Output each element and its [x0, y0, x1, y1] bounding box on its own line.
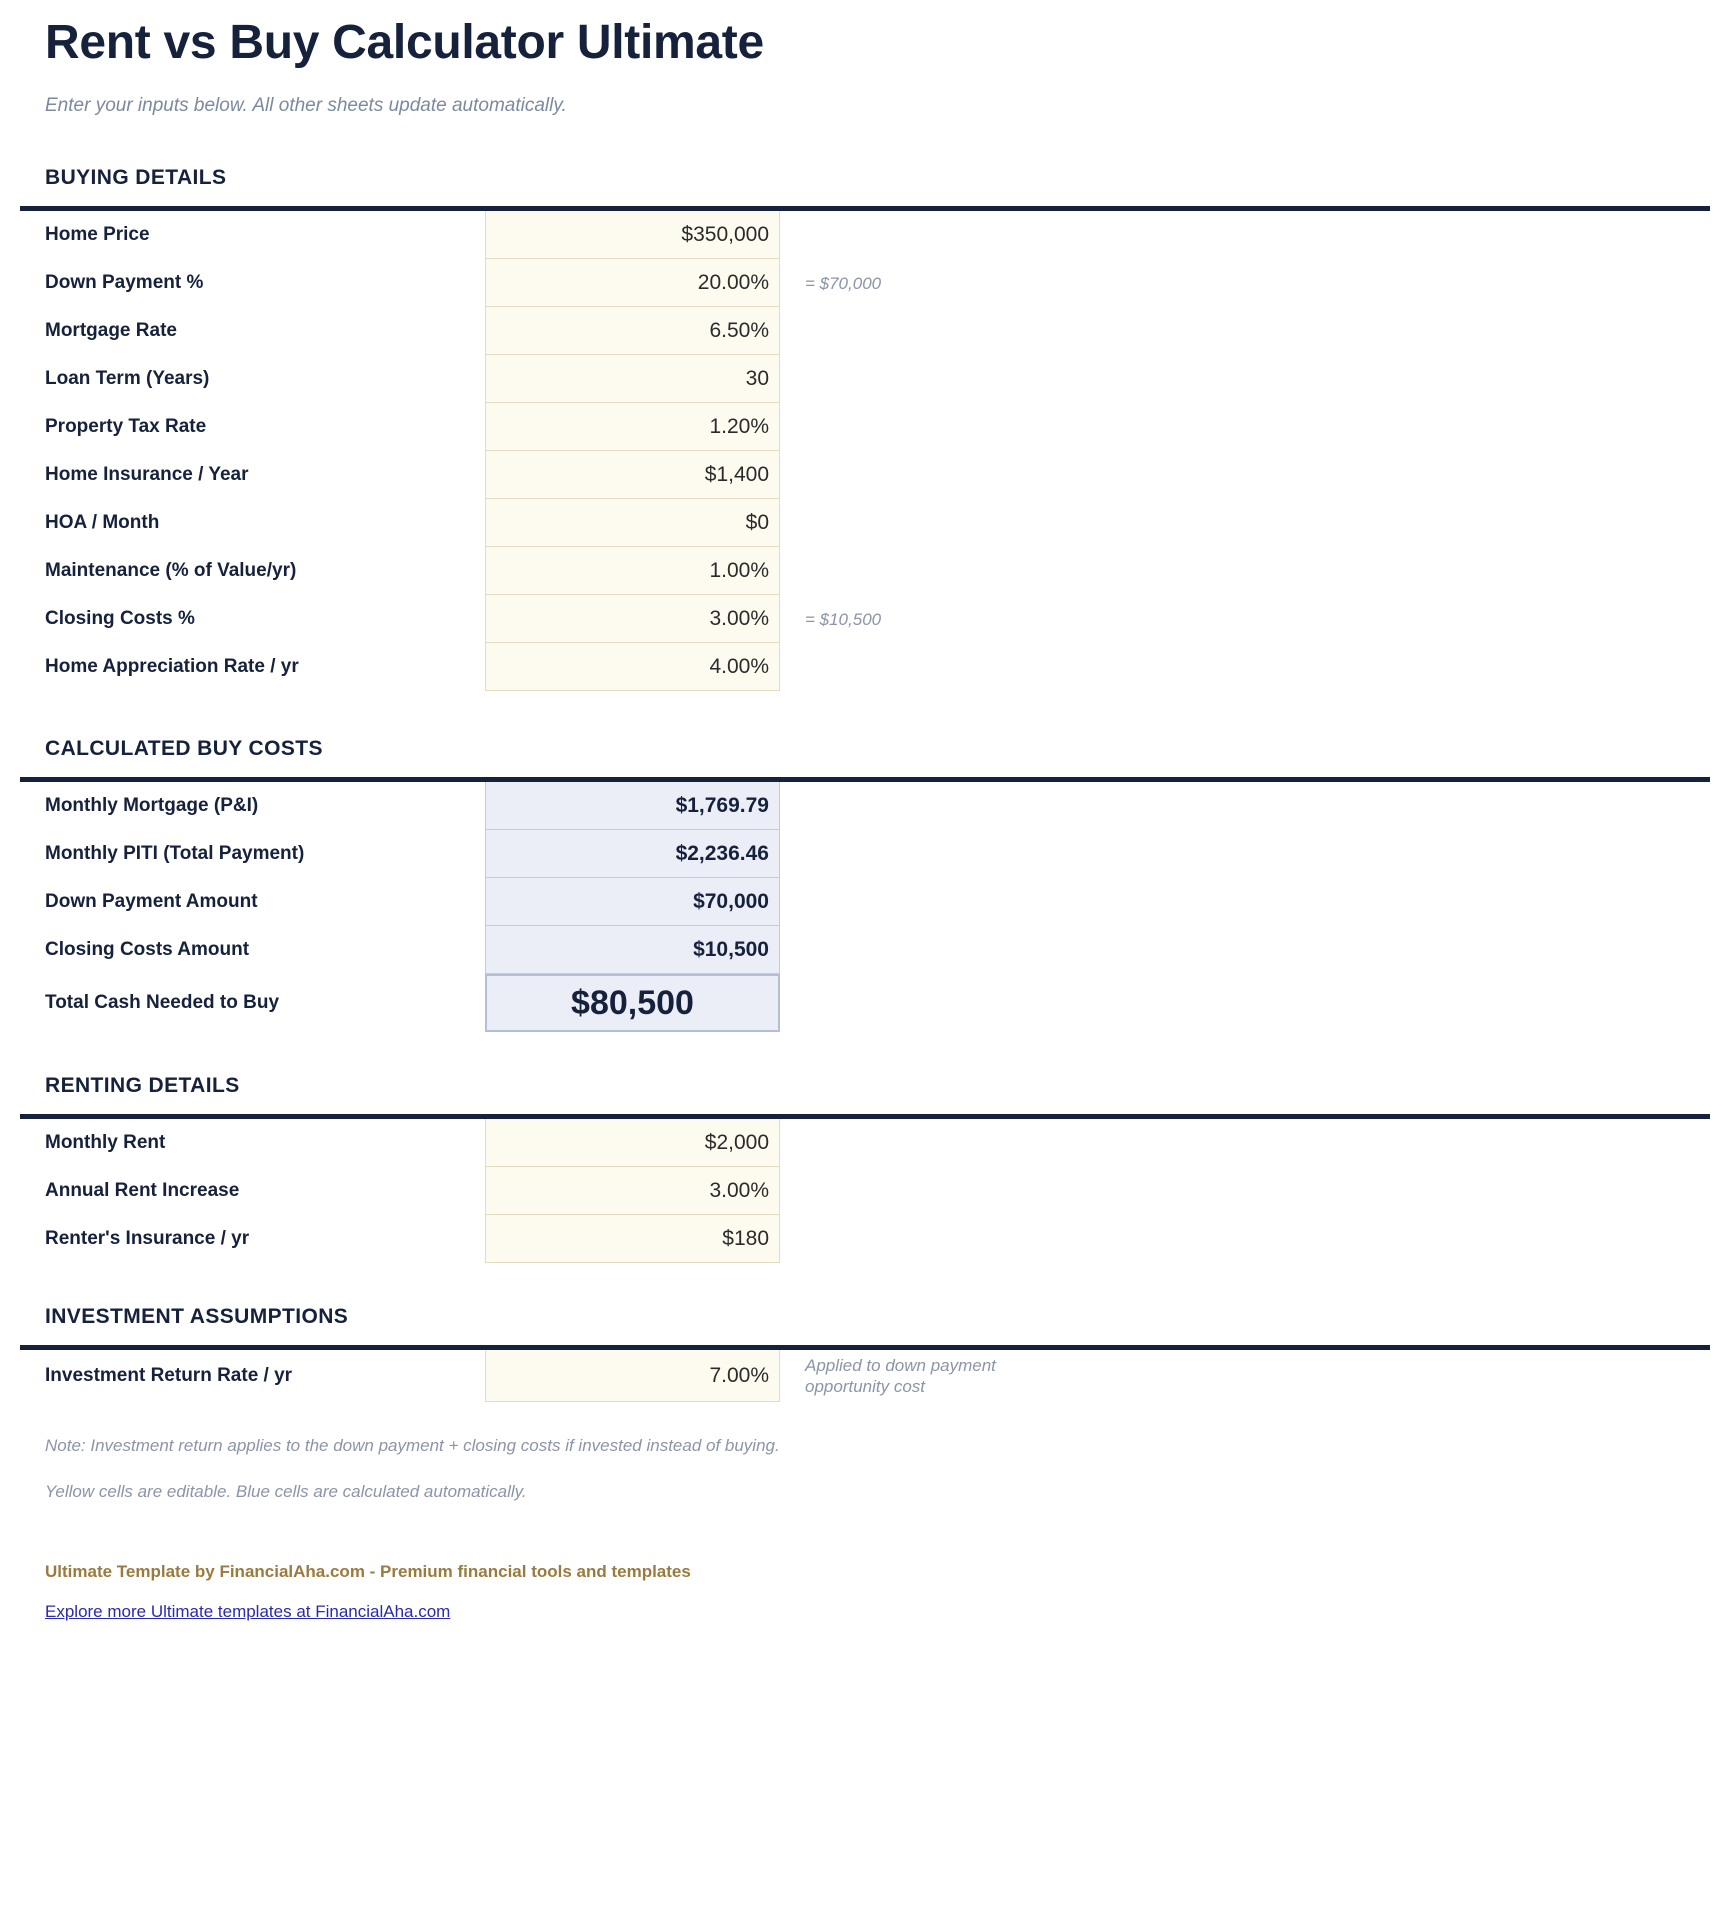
- row-label: Down Payment %: [45, 272, 204, 294]
- input-cell-down-payment-pct[interactable]: 20.00%: [485, 259, 780, 307]
- calculated-costs-table: [0, 782, 1730, 1032]
- row-note: [780, 1119, 1730, 1167]
- row-note: [780, 643, 1730, 691]
- row-note: [780, 1350, 1730, 1402]
- branding-link[interactable]: Explore more Ultimate templates at FinancialAha.com: [45, 1602, 451, 1622]
- investment-assumptions-table: [0, 1350, 1730, 1402]
- table-row: [0, 355, 1730, 403]
- input-cell-monthly-rent[interactable]: $2,000: [485, 1119, 780, 1167]
- page-title: Rent vs Buy Calculator Ultimate: [45, 16, 764, 69]
- table-row: [0, 595, 1730, 643]
- table-row: [0, 830, 1730, 878]
- table-row: [0, 403, 1730, 451]
- input-cell-home-appreciation-rate[interactable]: 4.00%: [485, 643, 780, 691]
- input-cell-closing-costs-pct[interactable]: 3.00%: [485, 595, 780, 643]
- table-row: [0, 1350, 1730, 1402]
- calc-cell-monthly-piti: $2,236.46: [485, 830, 780, 878]
- table-row: [0, 547, 1730, 595]
- table-row: [0, 259, 1730, 307]
- row-note: [780, 211, 1730, 259]
- footnote-investment-return: Note: Investment return applies to the down payment + closing costs if invested instead of buying.: [45, 1436, 780, 1456]
- row-label: HOA / Month: [45, 512, 160, 534]
- section-heading-renting: RENTING DETAILS: [45, 1074, 240, 1098]
- row-label: Maintenance (% of Value/yr): [45, 560, 297, 582]
- table-row: [0, 782, 1730, 830]
- table-row: [0, 499, 1730, 547]
- input-cell-mortgage-rate[interactable]: 6.50%: [485, 307, 780, 355]
- calc-cell-total-cash-needed: $80,500: [485, 974, 780, 1032]
- renting-details-table: [0, 1119, 1730, 1263]
- table-row: [0, 1119, 1730, 1167]
- row-note: [780, 1167, 1730, 1215]
- row-label: Closing Costs %: [45, 608, 195, 630]
- row-note-line1: Applied to down payment: [805, 1356, 996, 1376]
- input-cell-maintenance-pct[interactable]: 1.00%: [485, 547, 780, 595]
- row-label: Monthly PITI (Total Payment): [45, 843, 305, 865]
- input-cell-renters-insurance[interactable]: $180: [485, 1215, 780, 1263]
- row-label: Mortgage Rate: [45, 320, 177, 342]
- section-heading-investment: INVESTMENT ASSUMPTIONS: [45, 1305, 349, 1329]
- buying-details-table: [0, 211, 1730, 691]
- row-label: Down Payment Amount: [45, 891, 258, 913]
- table-row: [0, 451, 1730, 499]
- row-label: Loan Term (Years): [45, 368, 210, 390]
- row-label: Home Price: [45, 224, 150, 246]
- calc-cell-closing-costs-amount: $10,500: [485, 926, 780, 974]
- row-label: Property Tax Rate: [45, 416, 207, 438]
- row-note: [780, 830, 1730, 878]
- page-subtitle: Enter your inputs below. All other sheets update automatically.: [45, 94, 567, 116]
- row-label: Renter's Insurance / yr: [45, 1228, 250, 1250]
- row-label: Closing Costs Amount: [45, 939, 250, 961]
- table-row: [0, 878, 1730, 926]
- input-cell-annual-rent-increase[interactable]: 3.00%: [485, 1167, 780, 1215]
- row-note: [780, 547, 1730, 595]
- table-row: [0, 926, 1730, 974]
- input-cell-property-tax-rate[interactable]: 1.20%: [485, 403, 780, 451]
- table-row-total: [0, 974, 1730, 1032]
- section-heading-buying: BUYING DETAILS: [45, 166, 227, 190]
- row-note: = $70,000: [805, 273, 882, 293]
- input-cell-home-insurance[interactable]: $1,400: [485, 451, 780, 499]
- row-label: Annual Rent Increase: [45, 1180, 240, 1202]
- row-note: [780, 451, 1730, 499]
- calc-cell-monthly-mortgage: $1,769.79: [485, 782, 780, 830]
- input-cell-investment-return-rate[interactable]: 7.00%: [485, 1350, 780, 1402]
- row-note: [780, 926, 1730, 974]
- row-label: Investment Return Rate / yr: [45, 1365, 293, 1387]
- table-row: [0, 211, 1730, 259]
- table-row: [0, 1167, 1730, 1215]
- section-heading-calculated: CALCULATED BUY COSTS: [45, 737, 323, 761]
- row-note: [780, 355, 1730, 403]
- input-cell-hoa-month[interactable]: $0: [485, 499, 780, 547]
- row-label: Monthly Mortgage (P&I): [45, 795, 259, 817]
- input-cell-home-price[interactable]: $350,000: [485, 211, 780, 259]
- footnote-cell-legend: Yellow cells are editable. Blue cells are calculated automatically.: [45, 1482, 527, 1502]
- row-label: Home Insurance / Year: [45, 464, 249, 486]
- table-row: [0, 1215, 1730, 1263]
- row-label: Monthly Rent: [45, 1132, 166, 1154]
- row-note: [780, 1215, 1730, 1263]
- row-note: = $10,500: [805, 609, 882, 629]
- input-cell-loan-term[interactable]: 30: [485, 355, 780, 403]
- row-note-line2: opportunity cost: [805, 1377, 926, 1397]
- row-note: [780, 782, 1730, 830]
- row-label: Total Cash Needed to Buy: [45, 992, 280, 1014]
- row-note: [780, 974, 1730, 1032]
- table-row: [0, 307, 1730, 355]
- table-row: [0, 643, 1730, 691]
- row-label: Home Appreciation Rate / yr: [45, 656, 299, 678]
- branding-line: Ultimate Template by FinancialAha.com - Premium financial tools and templates: [45, 1562, 691, 1582]
- row-note: [780, 307, 1730, 355]
- row-note: [780, 499, 1730, 547]
- calc-cell-down-payment-amount: $70,000: [485, 878, 780, 926]
- row-note: [780, 403, 1730, 451]
- row-note: [780, 878, 1730, 926]
